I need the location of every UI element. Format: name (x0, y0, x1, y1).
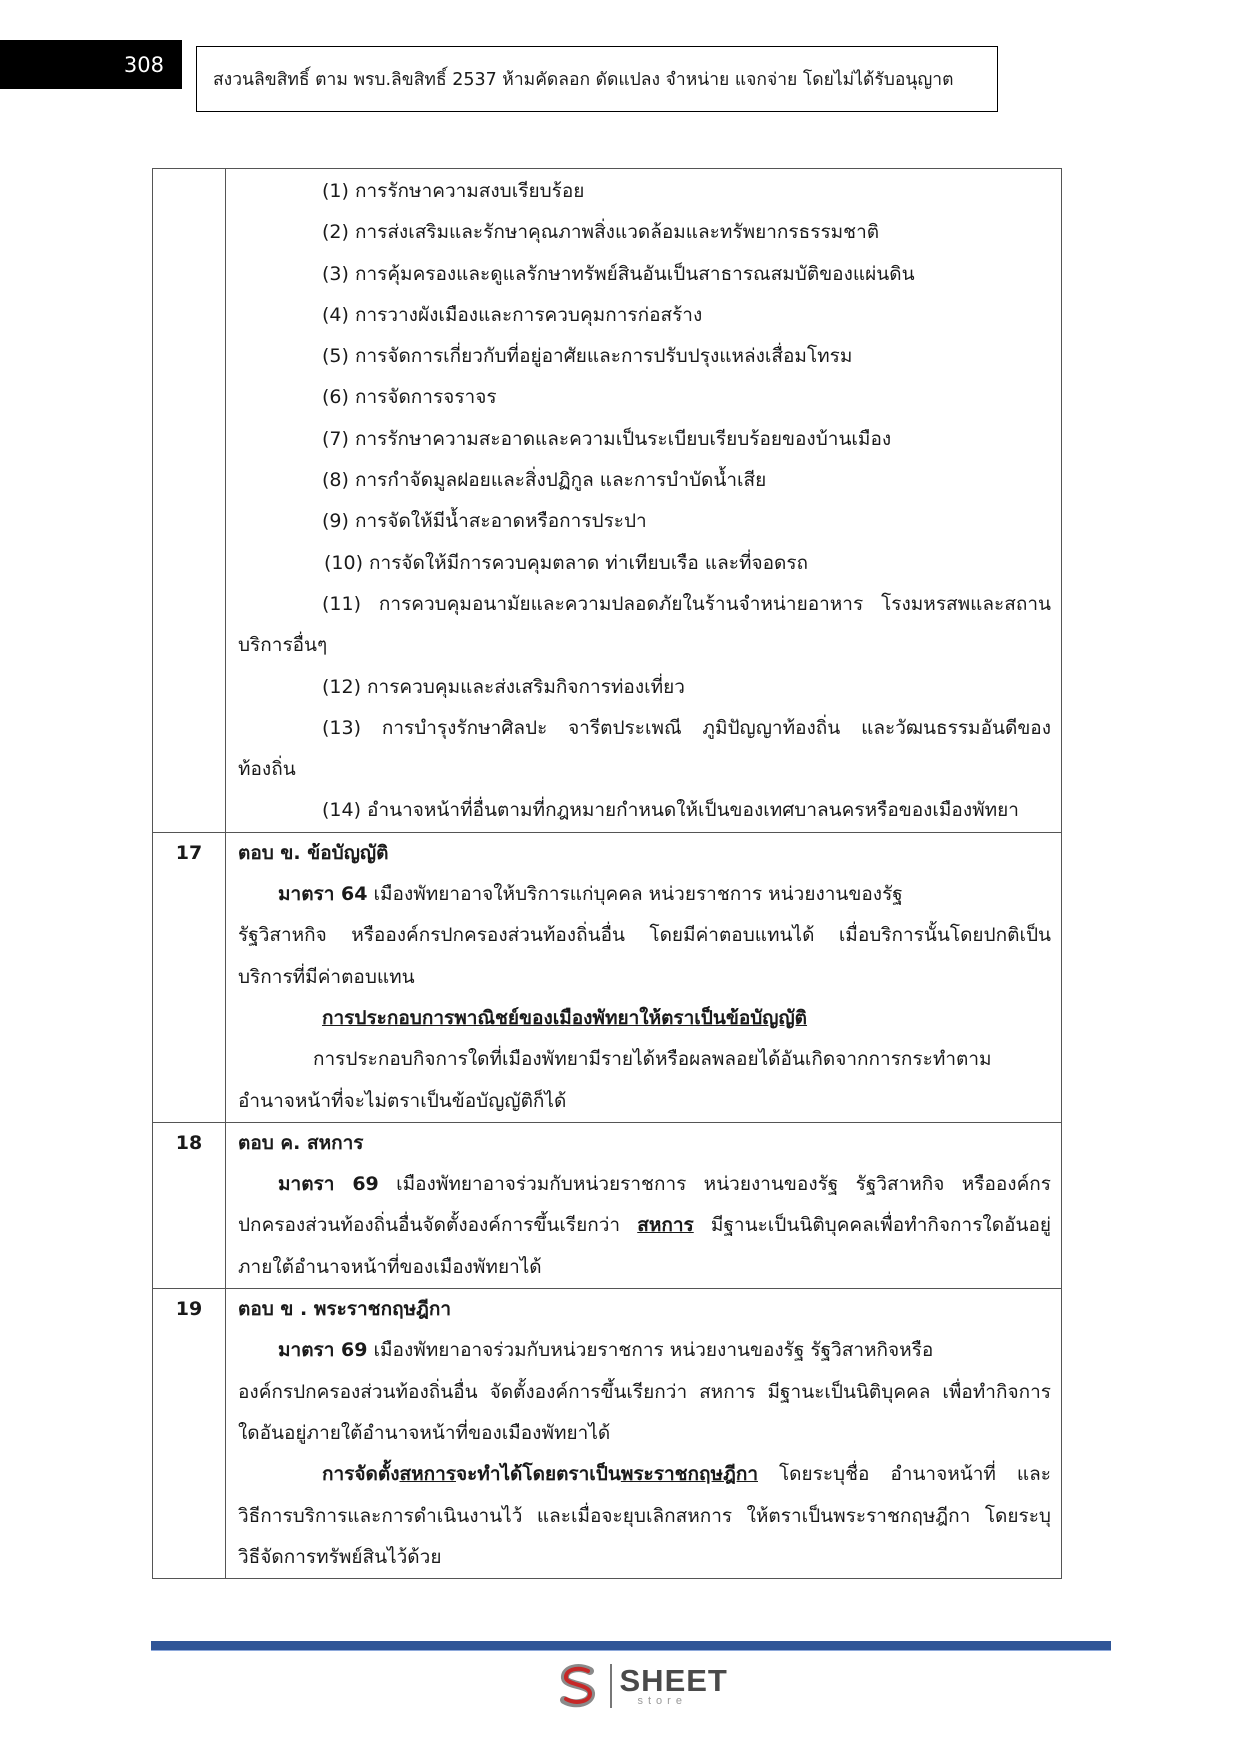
logo-subword: store (637, 1695, 687, 1707)
table-row (153, 169, 1062, 833)
paragraph-line (238, 1454, 1051, 1495)
answer-heading: ตอบ ข. ข้อบัญญัติ (238, 841, 389, 864)
list-item: (10) การจัดให้มีการควบคุมตลาด ท่าเทียบเรือ และที่จอดรถ (324, 551, 809, 574)
list-item: (8) การกำจัดมูลฝอยและสิ่งปฏิกูล และการบำบัดน้ำเสีย (322, 469, 767, 492)
paragraph-line: อำนาจหน้าที่จะไม่ตราเป็นข้อบัญญัติก็ได้ (238, 1089, 567, 1112)
list-item: (12) การควบคุมและส่งเสริมกิจการท่องเที่ยว (322, 675, 685, 698)
question-number: 18 (175, 1131, 203, 1154)
table-row (153, 1289, 1062, 1579)
row-content-cell (226, 169, 1062, 833)
copyright-text: สงวนลิขสิทธิ์ ตาม พรบ.ลิขสิทธิ์ 2537 ห้ามคัดลอก ดัดแปลง จำหน่าย แจกจ่าย โดยไม่ได้รับอนุญาต (213, 70, 954, 90)
list-item: (2) การส่งเสริมและรักษาคุณภาพสิ่งแวดล้อมและทรัพยากรธรรมชาติ (322, 221, 880, 244)
logo-word: SHEET (619, 1663, 728, 1698)
answer-table (152, 168, 1062, 1579)
logo-text (620, 1665, 728, 1707)
paragraph-line: องค์กรปกครองส่วนท้องถิ่นอื่น จัดตั้งองค์การขึ้นเรียกว่า สหการ มีฐานะเป็นนิติบุคคล เพื่อทำกิจการ (238, 1380, 1051, 1403)
section-text: เมืองพัทยาอาจให้บริการแก่บุคคล หน่วยราชการ หน่วยงานของรัฐ (367, 883, 903, 906)
list-item: (3) การคุ้มครองและดูแลรักษาทรัพย์สินอันเป็นสาธารณสมบัติของแผ่นดิน (322, 262, 915, 285)
paragraph-line: วิธีจัดการทรัพย์สินไว้ด้วย (238, 1545, 442, 1568)
list-item: (14) อำนาจหน้าที่อื่นตามที่กฎหมายกำหนดให้เป็นของเทศบาลนครหรือของเมืองพัทยา (322, 799, 1019, 822)
footer-rule (151, 1641, 1111, 1650)
paragraph-line: บริการที่มีค่าตอบแทน (238, 965, 415, 988)
text-span: จะทำได้โดยตราเป็น (455, 1463, 621, 1486)
logo-divider (610, 1664, 612, 1708)
table-row (153, 832, 1062, 1122)
sheet-store-logo (556, 1663, 728, 1709)
list-item: (4) การวางผังเมืองและการควบคุมการก่อสร้าง (322, 303, 703, 326)
paragraph-line: ใดอันอยู่ภายใต้อำนาจหน้าที่ของเมืองพัทยาได้ (238, 1421, 611, 1444)
list-item: (5) การจัดการเกี่ยวกับที่อยู่อาศัยและการปรับปรุงแหล่งเสื่อมโทรม (322, 345, 853, 368)
list-item: (6) การจัดการจราจร (322, 386, 497, 409)
table-row (153, 1122, 1062, 1288)
section-paragraph (238, 1330, 1051, 1371)
section-label: มาตรา 69 (278, 1339, 368, 1362)
paragraph-line: การประกอบกิจการใดที่เมืองพัทยามีรายได้หรือผลพลอยได้อันเกิดจากการกระทำตาม (313, 1048, 992, 1071)
sheet-logo-icon (556, 1663, 602, 1709)
section-label: มาตรา 69 (278, 1173, 379, 1196)
list-item: (7) การรักษาความสะอาดและความเป็นระเบียบเรียบร้อยของบ้านเมือง (322, 427, 892, 450)
row-number-cell (153, 1289, 226, 1579)
list-item: (1) การรักษาความสงบเรียบร้อย (322, 180, 585, 202)
text-span: การจัดตั้ง (322, 1463, 400, 1486)
paragraph-line: วิธีการบริการและการดำเนินงานไว้ และเมื่อจะยุบเลิกสหการ ให้ตราเป็นพระราชกฤษฎีกา โดยระบุ (238, 1504, 1051, 1527)
subheading: การประกอบการพาณิชย์ของเมืองพัทยาให้ตราเป็นข้อบัญญัติ (322, 1006, 808, 1029)
page-number: 308 (0, 40, 182, 89)
text-span: ปกครองส่วนท้องถิ่นอื่นจัดตั้งองค์การขึ้นเรียกว่า (238, 1214, 638, 1237)
key-term: พระราชกฤษฎีกา (620, 1463, 758, 1486)
row-content-cell (226, 1122, 1062, 1288)
section-paragraph (238, 874, 1051, 915)
list-item-continuation: บริการอื่นๆ (238, 634, 328, 657)
row-content-cell (226, 1289, 1062, 1579)
key-term: สหการ (637, 1214, 694, 1237)
section-paragraph (238, 1164, 1051, 1205)
list-item: (9) การจัดให้มีน้ำสะอาดหรือการประปา (322, 510, 647, 533)
text-span: โดยระบุชื่อ อำนาจหน้าที่ และ (758, 1463, 1051, 1486)
list-item: (13) การบำรุงรักษาศิลปะ จารีตประเพณี ภูมิปัญญาท้องถิ่น และวัฒนธรรมอันดีของ (322, 716, 1051, 739)
paragraph-line (238, 1205, 1051, 1246)
row-number-cell (153, 1122, 226, 1288)
question-number: 17 (175, 841, 203, 864)
list-item: (11) การควบคุมอนามัยและความปลอดภัยในร้านจำหน่ายอาหาร โรงมหรสพและสถาน (322, 592, 1051, 615)
question-number: 19 (175, 1298, 203, 1321)
row-number-cell (153, 832, 226, 1122)
paragraph-line: ภายใต้อำนาจหน้าที่ของเมืองพัทยาได้ (238, 1255, 542, 1278)
answer-heading: ตอบ ข . พระราชกฤษฎีกา (238, 1298, 452, 1321)
paragraph-line: รัฐวิสาหกิจ หรือองค์กรปกครองส่วนท้องถิ่นอื่น โดยมีค่าตอบแทนได้ เมื่อบริการนั้นโดยปกติเป็น (238, 924, 1051, 947)
row-content-cell (226, 832, 1062, 1122)
copyright-header (196, 46, 998, 112)
answer-heading: ตอบ ค. สหการ (238, 1131, 364, 1154)
row-number-cell (153, 169, 226, 833)
key-term: สหการ (399, 1463, 456, 1486)
section-text: เมืองพัทยาอาจร่วมกับหน่วยราชการ หน่วยงานของรัฐ รัฐวิสาหกิจหรือ (367, 1339, 934, 1362)
text-span: มีฐานะเป็นนิติบุคคลเพื่อทำกิจการใดอันอยู่ (693, 1214, 1051, 1237)
section-label: มาตรา 64 (278, 883, 368, 906)
section-text: เมืองพัทยาอาจร่วมกับหน่วยราชการ หน่วยงานของรัฐ รัฐวิสาหกิจ หรือองค์กร (378, 1173, 1051, 1196)
list-item-continuation: ท้องถิ่น (238, 758, 296, 781)
